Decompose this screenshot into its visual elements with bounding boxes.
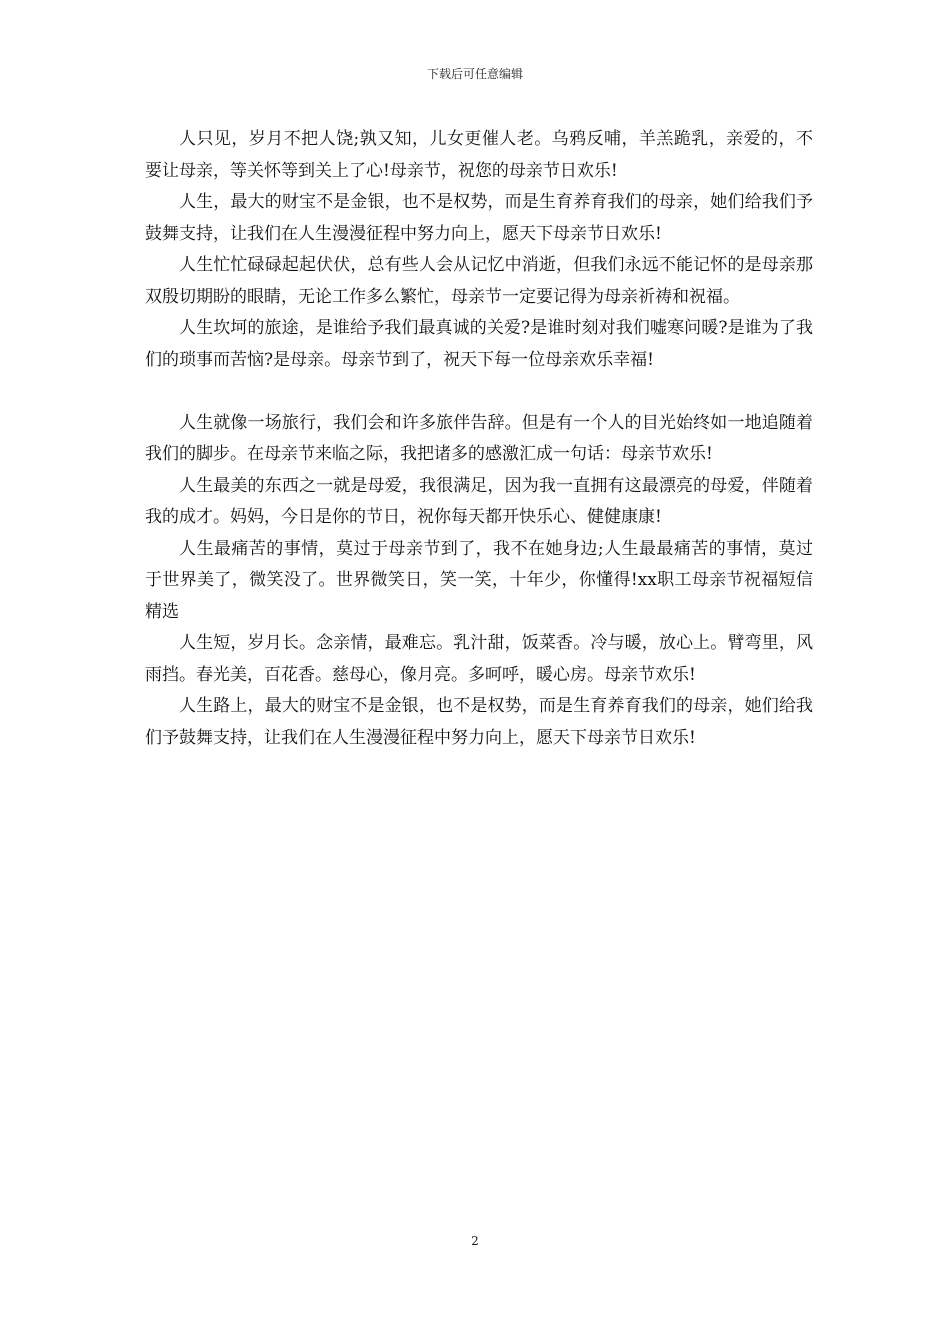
paragraph: 人生忙忙碌碌起起伏伏，总有些人会从记忆中消逝，但我们永远不能记怀的是母亲那双殷切期盼的眼睛，无论工作多么繁忙，母亲节一定要记得为母亲祈祷和祝福。 bbox=[145, 255, 813, 307]
page-header: 下载后可任意编辑 bbox=[426, 67, 523, 81]
paragraph-gap bbox=[145, 376, 813, 408]
paragraph: 人生坎坷的旅途，是谁给予我们最真诚的关爱?是谁时刻对我们嘘寒问暖?是谁为了我们的琐事而苦恼?是母亲。母亲节到了，祝天下每一位母亲欢乐幸福! bbox=[145, 318, 813, 370]
paragraph: 人只见，岁月不把人饶;孰又知，儿女更催人老。乌鸦反哺，羊羔跪乳，亲爱的，不要让母亲，等关怀等到关上了心!母亲节，祝您的母亲节日欢乐! bbox=[145, 129, 813, 181]
paragraph: 人生短，岁月长。念亲情，最难忘。乳汁甜，饭菜香。冷与暖，放心上。臂弯里，风雨挡。春光美，百花香。慈母心，像月亮。多呵呼，暖心房。母亲节欢乐! bbox=[145, 633, 813, 685]
paragraph: 人生最美的东西之一就是母爱，我很满足，因为我一直拥有这最漂亮的母爱，伴随着我的成才。妈妈，今日是你的节日，祝你每天都开快乐心、健健康康! bbox=[145, 475, 813, 527]
paragraph: 人生就像一场旅行，我们会和许多旅伴告辞。但是有一个人的目光始终如一地追随着我们的脚步。在母亲节来临之际，我把诸多的感激汇成一句话：母亲节欢乐! bbox=[145, 412, 813, 464]
paragraph: 人生最痛苦的事情，莫过于母亲节到了，我不在她身边;人生最最痛苦的事情，莫过于世界美了，微笑没了。世界微笑日，笑一笑，十年少，你懂得!xx职工母亲节祝福短信精选 bbox=[145, 538, 813, 622]
document-body bbox=[145, 124, 813, 754]
paragraph: 人生，最大的财宝不是金银，也不是权势，而是生育养育我们的母亲，她们给我们予鼓舞支持，让我们在人生漫漫征程中努力向上，愿天下母亲节日欢乐! bbox=[145, 192, 813, 244]
page-number: 2 bbox=[471, 1234, 479, 1248]
paragraph: 人生路上，最大的财宝不是金银，也不是权势，而是生育养育我们的母亲，她们给我们予鼓舞支持，让我们在人生漫漫征程中努力向上，愿天下母亲节日欢乐! bbox=[145, 696, 813, 748]
